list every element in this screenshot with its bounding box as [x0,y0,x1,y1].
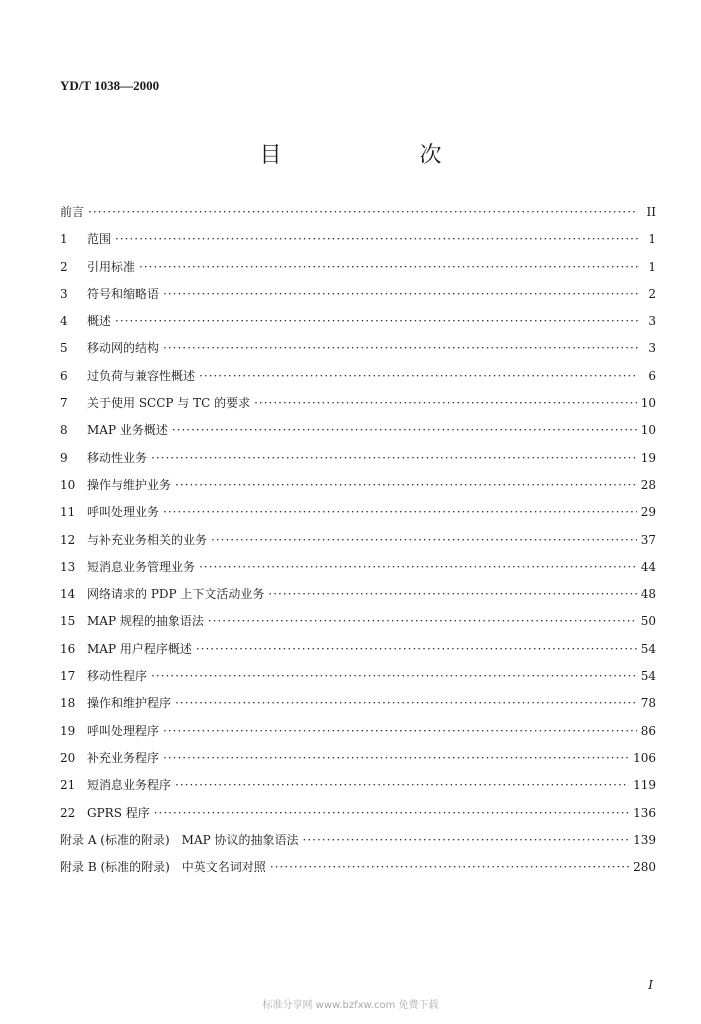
page-number: I [648,978,653,992]
toc-entry-label: 呼叫处理程序 [87,723,160,738]
toc-entry-page: 86 [640,723,656,738]
toc-entry [60,776,656,803]
toc-entry [60,804,656,831]
toc-entry-label: MAP 规程的抽象语法 [87,614,204,629]
toc-entry-label: 与补充业务相关的业务 [87,532,208,547]
dot-leader [163,505,637,519]
toc-entry [60,203,656,230]
toc-entry-page: II [646,205,656,219]
dot-leader [139,260,638,274]
toc-entry-number: 20 [60,750,76,765]
toc-entry-page: 6 [648,368,656,383]
toc-entry [60,722,656,749]
toc-entry-page: 28 [640,477,656,492]
dot-leader [154,806,629,820]
dot-leader [175,778,629,792]
dot-leader [175,478,637,492]
dot-leader [175,696,637,710]
toc-entry [60,367,656,394]
dot-leader [163,724,637,738]
toc-entry [60,612,656,639]
toc-entry [60,449,656,476]
toc-entry-label: MAP 用户程序概述 [87,641,192,656]
toc-entry-label: 短消息业务管理业务 [87,559,196,574]
toc-entry-label: 短消息业务程序 [87,778,172,793]
toc-entry-label: 呼叫处理业务 [87,505,160,520]
toc-entry-page: 44 [640,559,656,574]
toc-entry-number: 2 [60,259,68,274]
toc-entry [60,585,656,612]
toc-entry [60,339,656,366]
toc-entry-page: 48 [640,587,656,602]
standard-number: YD/T 1038—2000 [60,78,160,93]
toc-entry-number: 5 [60,341,68,356]
toc-entry [60,831,656,858]
toc-entry [60,230,656,257]
toc-entry-number: 18 [60,696,76,711]
toc-entry-number: 16 [60,641,76,656]
toc-entry-number: 15 [60,614,76,629]
dot-leader [151,669,637,683]
toc-entry-label: 引用标准 [87,259,136,274]
toc-entry-page: 3 [648,341,656,356]
dot-leader [163,287,638,301]
toc-entry-label: MAP 业务概述 [87,423,168,438]
dot-leader [268,587,636,601]
toc-entry [60,749,656,776]
toc-entry-label: 关于使用 SCCP 与 TC 的要求 [87,396,251,411]
toc-entry-page: 54 [640,641,656,656]
toc-entry-number: 9 [60,450,68,465]
toc-entry-page: 1 [648,259,656,274]
toc-entry-label: 符号和缩略语 [87,286,160,301]
page-title: 目 次 [259,143,500,168]
dot-leader [196,642,637,656]
table-of-contents [60,203,656,885]
toc-entry-number: 1 [60,232,68,247]
dot-leader [270,860,629,874]
toc-entry-label: 范围 [87,232,112,247]
toc-entry-page: 54 [640,669,656,684]
toc-entry [60,667,656,694]
toc-entry-page: 78 [640,696,656,711]
toc-entry [60,558,656,585]
toc-entry-number: 7 [60,396,68,411]
toc-entry-label: 移动性程序 [87,669,148,684]
toc-entry-number: 12 [60,532,76,547]
toc-entry-page: 19 [640,450,656,465]
toc-entry-label: GPRS 程序 [87,805,150,820]
toc-entry-label: 移动网的结构 [87,341,160,356]
dot-leader [115,232,638,246]
toc-entry [60,640,656,667]
toc-entry-number: 11 [60,505,76,520]
toc-entry-page: 37 [640,532,656,547]
dot-leader [115,314,638,328]
dot-leader [88,205,638,219]
toc-entry-page: 119 [633,778,656,793]
dot-leader [254,396,637,410]
dot-leader [163,341,638,355]
toc-entry-number: 22 [60,805,76,820]
toc-entry-number: 17 [60,669,76,684]
watermark-footer: 标准分享网 www.bzfxw.com 免费下载 [262,1000,439,1011]
dot-leader [303,833,630,847]
toc-entry [60,858,656,885]
toc-entry-page: 29 [640,505,656,520]
toc-entry-number: 4 [60,314,68,329]
toc-entry-page: 10 [640,423,656,438]
toc-entry-number: 6 [60,368,68,383]
dot-leader [163,751,629,765]
toc-entry-label: 补充业务程序 [87,750,160,765]
toc-entry-label: 网络请求的 PDP 上下文活动业务 [87,587,265,602]
toc-entry-number: 19 [60,723,76,738]
toc-entry [60,421,656,448]
toc-entry [60,531,656,558]
toc-entry-label: 操作和维护程序 [87,696,172,711]
toc-entry-number: 13 [60,559,76,574]
toc-entry-page: 50 [640,614,656,629]
toc-entry [60,312,656,339]
toc-entry-number: 8 [60,423,68,438]
toc-entry-number: 14 [60,587,76,602]
dot-leader [151,451,637,465]
toc-entry-number: 21 [60,778,76,793]
dot-leader [211,533,637,547]
toc-entry [60,394,656,421]
toc-entry-page: 10 [640,396,656,411]
toc-entry-page: 106 [633,750,656,765]
toc-entry [60,476,656,503]
toc-entry-page: 1 [648,232,656,247]
toc-entry [60,258,656,285]
toc-entry-page: 280 [633,860,656,875]
toc-entry-page: 136 [633,805,656,820]
dot-leader [208,614,637,628]
toc-entry-page: 2 [648,286,656,301]
toc-entry-label: 附录 B (标准的附录) 中英文名词对照 [60,860,266,875]
toc-entry-label: 移动性业务 [87,450,148,465]
toc-entry-page: 3 [648,314,656,329]
toc-entry-label: 附录 A (标准的附录) MAP 协议的抽象语法 [60,832,299,847]
toc-entry [60,694,656,721]
dot-leader [199,369,638,383]
toc-entry-label: 前言 [60,205,85,219]
toc-entry-number: 10 [60,477,76,492]
toc-entry-label: 过负荷与兼容性概述 [87,368,196,383]
dot-leader [199,560,637,574]
dot-leader [172,423,637,437]
toc-entry-label: 操作与维护业务 [87,477,172,492]
toc-entry-number: 3 [60,286,68,301]
toc-entry-label: 概述 [87,314,112,329]
toc-entry [60,503,656,530]
toc-entry [60,285,656,312]
toc-entry-page: 139 [633,832,656,847]
